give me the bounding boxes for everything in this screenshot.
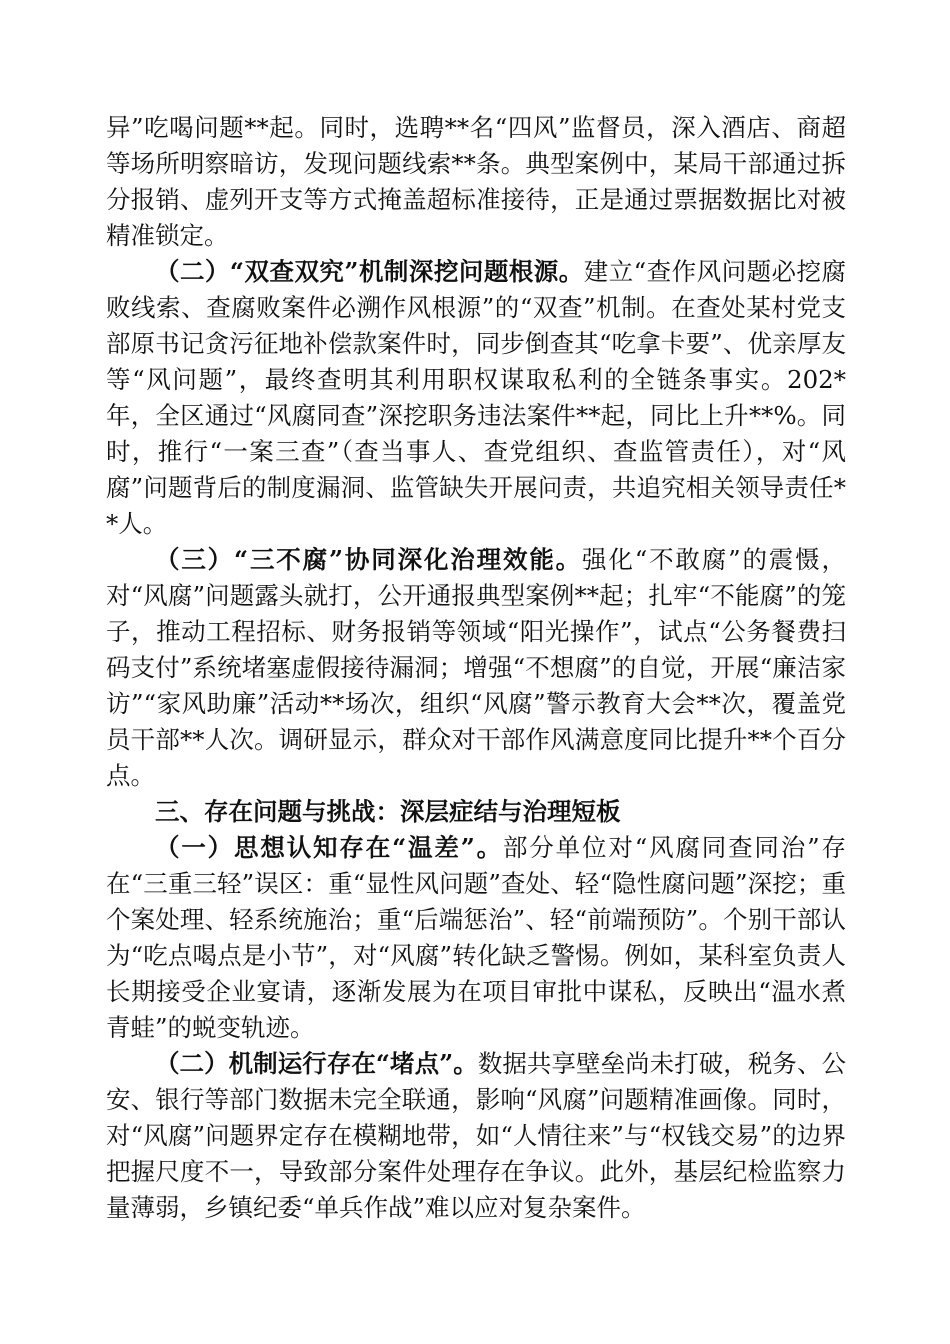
paragraph-continuation [106,110,846,254]
paragraph-text: 强化“不敢腐”的震慑，对“风腐”问题露头就打，公开通报典型案例**起；扎牢“不能腐”的笼子，推动工程招标、财务报销等领域“阳光操作”，试点“公务餐费扫码支付”系统堵塞虚假接待漏洞；增强“不想腐”的自觉，开展“廉洁家访”“家风助廉”活动**场次，组织“风腐”警示教育大会**次，覆盖党员干部**人次。调研显示，群众对干部作风满意度同比提升**个百分点。 [106,545,846,790]
paragraph-text: 部分单位对“风腐同查同治”存在“三重三轻”误区：重“显性风问题”查处、轻“隐性腐问题”深挖；重个案处理、轻系统施治；重“后端惩治”、轻“前端预防”。个别干部认为“吃点喝点是小节”，对“风腐”转化缺乏警惕。例如，某科室负责人长期接受企业宴请，逐渐发展为在项目审批中谋私，反映出“温水煮青蛙”的蜕变轨迹。 [106,833,846,1042]
paragraph-text: 建立“查作风问题必挖腐败线索、查腐败案件必溯作风根源”的“双查”机制。在查处某村党支部原书记贪污征地补偿款案件时，同步倒查其“吃拿卡要”、优亲厚友等“风问题”，最终查明其利用职权谋取私利的全链条事实。202*年，全区通过“风腐同查”深挖职务违法案件**起，同比上升**%。同时，推行“一案三查”（查当事人、查党组织、查监管责任），对“风腐”问题背后的制度漏洞、监管缺失开展问责，共追究相关领导责任**人。 [106,257,847,538]
paragraph-lead-heading: （二）机制运行存在“堵点”。 [155,1049,478,1078]
paragraph-lead-heading: （一）思想认知存在“温差”。 [155,833,503,862]
paragraph-dual-investigation [106,254,846,542]
paragraph-ideological-gap [106,830,846,1046]
paragraph-lead-heading: （二）“双查双究”机制深挖问题根源。 [155,257,584,286]
paragraph-three-no-corruption [106,542,846,794]
paragraph-lead-heading: （三）“三不腐”协同深化治理效能。 [155,545,583,574]
paragraph-text: 数据共享壁垒尚未打破，税务、公安、银行等部门数据未完全联通，影响“风腐”问题精准画像。同时，对“风腐”问题界定存在模糊地带，如“人情往来”与“权钱交易”的边界把握尺度不一，导致部分案件处理存在争议。此外，基层纪检监察力量薄弱，乡镇纪委“单兵作战”难以应对复杂案件。 [106,1049,846,1222]
document-page [106,110,846,1226]
paragraph-mechanism-blockage [106,1046,846,1226]
section-heading-problems: 三、存在问题与挑战：深层症结与治理短板 [155,797,621,826]
paragraph-text: 异”吃喝问题**起。同时，选聘**名“四风”监督员，深入酒店、商超等场所明察暗访，发现问题线索**条。典型案例中，某局干部通过拆分报销、虚列开支等方式掩盖超标准接待，正是通过票据数据比对被精准锁定。 [106,113,846,250]
